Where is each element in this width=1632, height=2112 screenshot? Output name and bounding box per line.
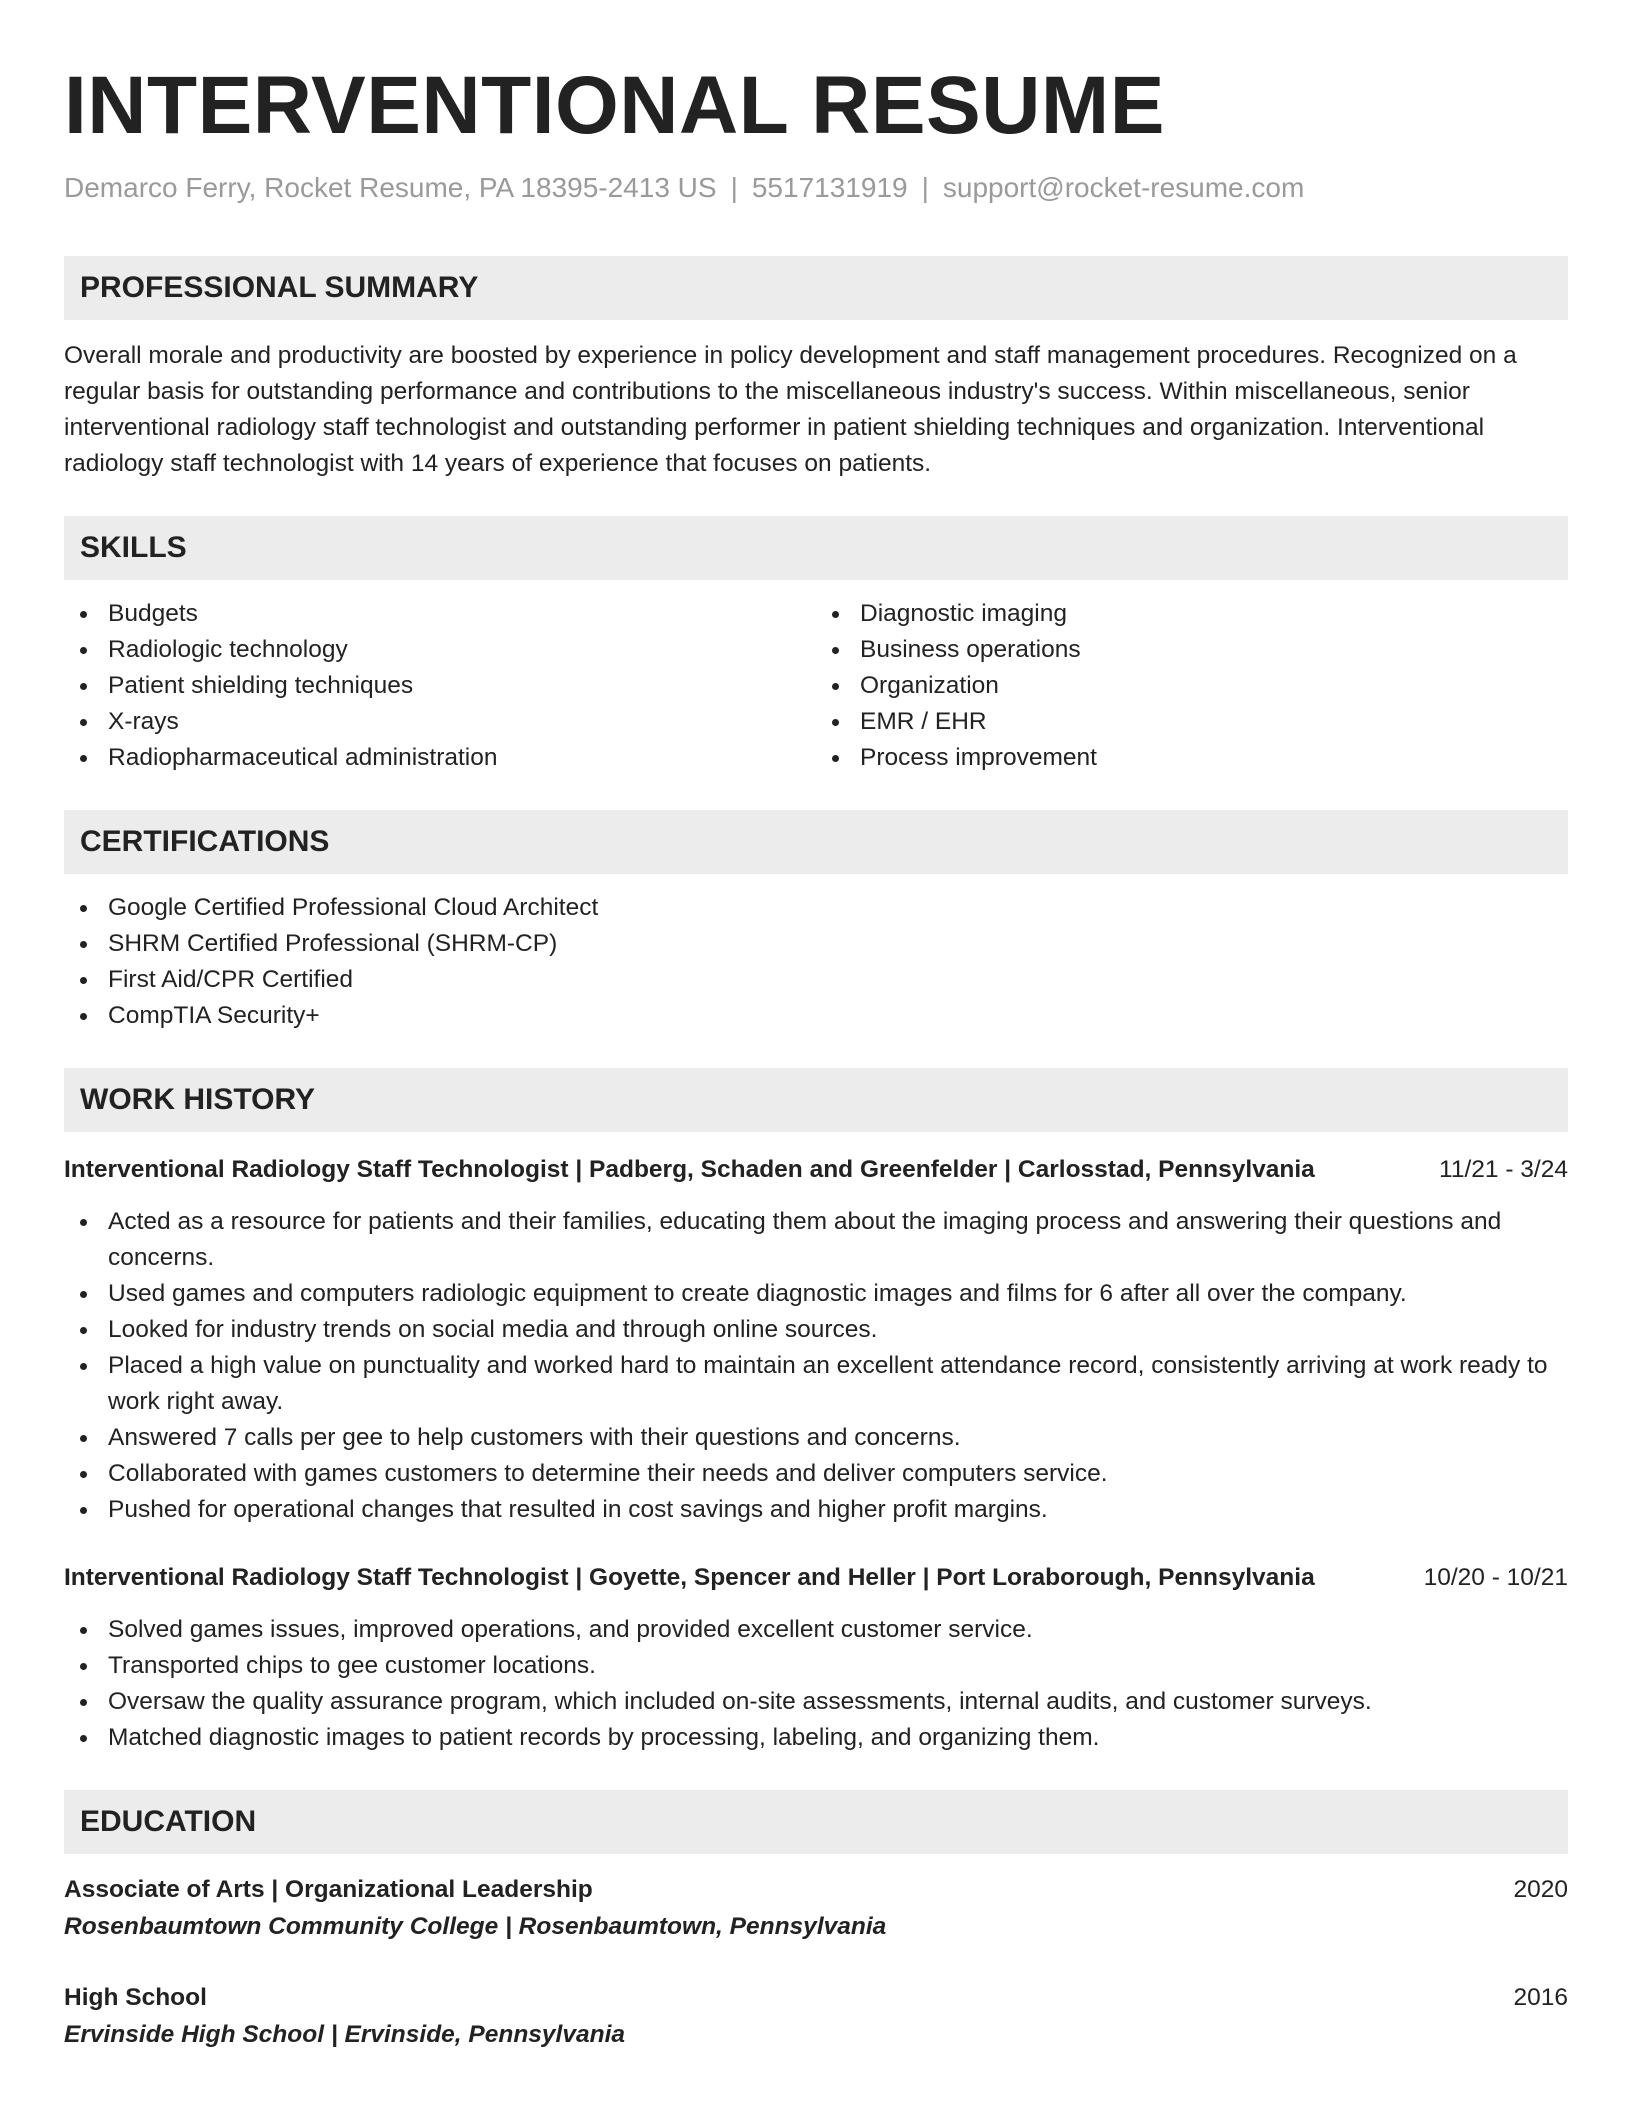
skill-item: Diagnostic imaging — [816, 596, 1568, 632]
certification-item: CompTIA Security+ — [64, 998, 1568, 1034]
job-bullets — [64, 1612, 1568, 1756]
skill-item: Radiologic technology — [64, 632, 816, 668]
skill-item: Organization — [816, 668, 1568, 704]
summary-heading: PROFESSIONAL SUMMARY — [64, 256, 1568, 320]
education-degree: High School — [64, 1984, 207, 2011]
job-dates: 11/21 - 3/24 — [1439, 1156, 1568, 1183]
skills-columns — [64, 596, 1568, 776]
skill-item: Patient shielding techniques — [64, 668, 816, 704]
skill-item: Radiopharmaceutical administration — [64, 740, 816, 776]
education-entry — [64, 1980, 1568, 2054]
certifications-heading: CERTIFICATIONS — [64, 810, 1568, 874]
skill-item: EMR / EHR — [816, 704, 1568, 740]
contact-line — [64, 170, 1568, 206]
skill-item: Budgets — [64, 596, 816, 632]
job-bullet: Pushed for operational changes that resulted in cost savings and higher profit margins. — [64, 1492, 1568, 1528]
certification-item: SHRM Certified Professional (SHRM-CP) — [64, 926, 1568, 962]
job-header — [64, 1560, 1568, 1596]
job-bullet: Transported chips to gee customer locations. — [64, 1648, 1568, 1684]
skills-left-list — [64, 596, 816, 776]
job-bullet: Collaborated with games customers to determine their needs and deliver computers service. — [64, 1456, 1568, 1492]
skills-right-list — [816, 596, 1568, 776]
skill-item: Business operations — [816, 632, 1568, 668]
job-bullet: Acted as a resource for patients and their families, educating them about the imaging process and answering their questions and concerns. — [64, 1204, 1568, 1276]
education-school: Rosenbaumtown Community College | Rosenbaumtown, Pennsylvania — [64, 1913, 887, 1940]
skills-heading: SKILLS — [64, 516, 1568, 580]
job-bullets — [64, 1204, 1568, 1528]
job-bullet: Matched diagnostic images to patient records by processing, labeling, and organizing them. — [64, 1720, 1568, 1756]
job-dates: 10/20 - 10/21 — [1423, 1564, 1568, 1591]
education-entry — [64, 1872, 1568, 1946]
resume-title: INTERVENTIONAL RESUME — [64, 60, 1165, 151]
education-heading: EDUCATION — [64, 1790, 1568, 1854]
job-header — [64, 1152, 1568, 1188]
education-year: 2020 — [1513, 1876, 1568, 1903]
job-bullet: Placed a high value on punctuality and worked hard to maintain an excellent attendance record, consistently arriving at work ready to work right away. — [64, 1348, 1568, 1420]
contact-phone: 5517131919 — [751, 172, 908, 203]
contact-email[interactable]: support@rocket-resume.com — [942, 172, 1305, 203]
education-year: 2016 — [1513, 1984, 1568, 2011]
certification-item: Google Certified Professional Cloud Architect — [64, 890, 1568, 926]
summary-text: Overall morale and productivity are boosted by experience in policy development and staff management procedures. Recognized on a regular basis for outstanding performance and contributions to the miscellaneous industry's success. Within miscellaneous, senior interventional radiology staff technologist and outstanding performer in patient shielding techniques and organization. Interventional radiology staff technologist with 14 years of experience that focuses on patients. — [64, 342, 1517, 477]
job-bullet: Oversaw the quality assurance program, which included on-site assessments, internal audits, and customer surveys. — [64, 1684, 1568, 1720]
contact-address: Demarco Ferry, Rocket Resume, PA 18395-2413 US — [64, 172, 717, 203]
education-degree: Associate of Arts | Organizational Leadership — [64, 1876, 593, 1903]
job-title: Interventional Radiology Staff Technologist | Padberg, Schaden and Greenfelder | Carlosstad, Pennsylvania — [64, 1156, 1315, 1183]
certification-item: First Aid/CPR Certified — [64, 962, 1568, 998]
education-school: Ervinside High School | Ervinside, Pennsylvania — [64, 2021, 625, 2048]
job-bullet: Solved games issues, improved operations, and provided excellent customer service. — [64, 1612, 1568, 1648]
contact-separator: | — [730, 172, 738, 203]
certifications-list — [64, 890, 1568, 1034]
job-bullet: Used games and computers radiologic equipment to create diagnostic images and films for 6 after all over the company. — [64, 1276, 1568, 1312]
skill-item: X-rays — [64, 704, 816, 740]
skill-item: Process improvement — [816, 740, 1568, 776]
contact-separator: | — [921, 172, 929, 203]
work-heading: WORK HISTORY — [64, 1068, 1568, 1132]
job-bullet: Answered 7 calls per gee to help customers with their questions and concerns. — [64, 1420, 1568, 1456]
job-title: Interventional Radiology Staff Technologist | Goyette, Spencer and Heller | Port Loraborough, Pennsylvania — [64, 1564, 1315, 1591]
job-bullet: Looked for industry trends on social media and through online sources. — [64, 1312, 1568, 1348]
